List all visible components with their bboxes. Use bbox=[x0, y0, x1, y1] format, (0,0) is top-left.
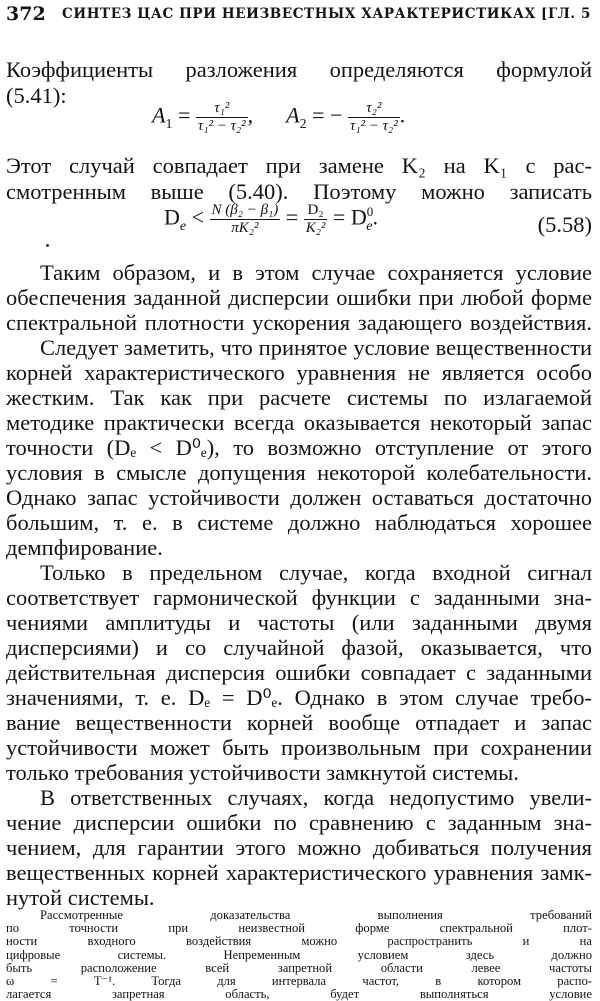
text-line: устойчивости может быть произвольным при сохранении bbox=[6, 735, 592, 760]
text-line: нутой системы. bbox=[6, 885, 155, 910]
formula-end: . bbox=[399, 102, 406, 128]
text-line: условия в смысле допущения некоторой колебательности. bbox=[6, 460, 592, 485]
text-line: по точности при неизвестной форме спектральной плот- bbox=[6, 921, 592, 936]
formula-subscript: 1 bbox=[165, 116, 173, 132]
text-line: вещественных корней характеристического уравнения замк- bbox=[6, 860, 592, 885]
fraction-a2 bbox=[348, 100, 400, 135]
fraction-denominator: τ₁² − τ₂² bbox=[197, 118, 246, 134]
page-number: 372 bbox=[6, 3, 46, 25]
running-head bbox=[6, 3, 592, 29]
text-line: лагается запретная область, будет выполняться условие bbox=[6, 987, 592, 1001]
text-line: вание вещественности корней вообще отпадает и запас bbox=[6, 710, 592, 735]
formula-symbol: D bbox=[164, 204, 180, 230]
text-line: соответствует гармонической функции с заданными зна- bbox=[6, 585, 592, 610]
text-line: Следует заметить, что принятое условие вещественности bbox=[40, 335, 592, 360]
fraction-d1 bbox=[210, 202, 281, 237]
text-line: Коэффициенты разложения определяются формулой bbox=[6, 57, 592, 82]
text-line: дисперсиями) и со случайной фазой, оказывается, что bbox=[6, 635, 592, 660]
formula-operator: = bbox=[285, 204, 299, 230]
text-line: чением, для гарантии этого можно добиваться получения bbox=[6, 835, 592, 860]
fraction-numerator: τ₂² bbox=[348, 100, 400, 118]
formula-subscript: e bbox=[179, 218, 187, 234]
book-page bbox=[6, 0, 592, 1001]
formula-symbol: D bbox=[350, 204, 367, 230]
text-line: действительная дисперсия ошибки совпадает с заданными bbox=[6, 660, 592, 685]
formula-end: . bbox=[372, 204, 378, 230]
fraction-numerator: N (β₂ − β₁) bbox=[211, 202, 279, 218]
formula-operator: = bbox=[332, 204, 346, 230]
text-line: В ответственных случаях, когда недопустимо увели- bbox=[40, 785, 592, 810]
running-title: СИНТЕЗ ЦАС ПРИ НЕИЗВЕСТНЫХ ХАРАКТЕРИСТИКАХ [ГЛ. 5 bbox=[62, 6, 592, 22]
text-line: ности входного воздействия можно распространить и на bbox=[6, 934, 592, 949]
text-line: чение дисперсии ошибки по сравнению с заданным зна- bbox=[6, 810, 592, 835]
fraction-numerator: τ₁² bbox=[196, 100, 248, 118]
formula-superscript: 0 bbox=[366, 204, 374, 220]
formula-coefficients bbox=[152, 100, 405, 135]
text-line: ω = T⁻¹. Тогда для интервала частот, в котором распо- bbox=[6, 974, 592, 988]
text-line: спектральной плотности ускорения задающего воздействия. bbox=[6, 310, 592, 335]
text-line: Рассмотренные доказательства выполнения требований bbox=[40, 908, 592, 922]
formula-separator: , bbox=[247, 102, 254, 128]
fraction-denominator: K₂² bbox=[305, 220, 326, 236]
formula-operator: = − bbox=[312, 102, 343, 128]
formula-operator: < bbox=[191, 204, 205, 230]
text-line: только требования устойчивости замкнутой системы. bbox=[6, 760, 519, 785]
fraction-a1 bbox=[196, 100, 248, 135]
text-line-overflow: цифровые системы. Непременным условием здесь должно bbox=[6, 947, 592, 962]
text-line: методике практически всегда оказывается некоторый запас bbox=[6, 410, 592, 435]
text-line: Только в предельном случае, когда входной сигнал bbox=[40, 560, 592, 585]
formula-symbol: A bbox=[152, 102, 166, 128]
text-line: (5.41): bbox=[6, 83, 67, 108]
text-line: большим, т. е. в системе должно наблюдаться хорошее bbox=[6, 510, 592, 535]
fraction-d2 bbox=[304, 202, 328, 237]
formula-subscript: e bbox=[366, 218, 373, 234]
fraction-denominator: πK₂² bbox=[231, 220, 259, 236]
formula-5-58 bbox=[164, 202, 378, 237]
text-line: жестким. Так как при расчете системы по излагаемой bbox=[6, 385, 592, 410]
text-line: корней характеристического уравнения не является особо bbox=[6, 360, 592, 385]
text-line: Однако запас устойчивости должен оставаться достаточно bbox=[6, 485, 592, 510]
text-line: Этот случай совпадает при замене K₂ на K₁ с рас- bbox=[6, 153, 592, 178]
formula-operator: = bbox=[177, 102, 191, 128]
fraction-denominator: τ₁² − τ₂² bbox=[349, 118, 398, 134]
text-line: демпфирование. bbox=[6, 535, 163, 560]
formula-subscript: 2 bbox=[299, 116, 307, 132]
text-line: обеспечения заданной дисперсии ошибки при любой форме bbox=[6, 285, 592, 310]
text-line: Таким образом, и в этом случае сохраняется условие bbox=[40, 260, 592, 285]
text-line: значениями, т. е. Dₑ = D⁰ₑ. Однако в этом случае требо- bbox=[6, 685, 592, 710]
fraction-numerator: D₂ bbox=[304, 202, 328, 220]
text-line: быть расположение всей запретной области левее частоты bbox=[6, 960, 592, 975]
print-speck bbox=[46, 244, 49, 247]
formula-symbol: A bbox=[286, 102, 300, 128]
text-line: смотренным выше (5.40). Поэтому можно записать bbox=[6, 179, 592, 204]
text-line: чениями амплитуды и частоты (или заданными двумя bbox=[6, 610, 592, 635]
equation-number: (5.58) bbox=[537, 212, 592, 237]
text-line: точности (Dₑ < D⁰ₑ), то возможно отступление от этого bbox=[6, 435, 592, 460]
